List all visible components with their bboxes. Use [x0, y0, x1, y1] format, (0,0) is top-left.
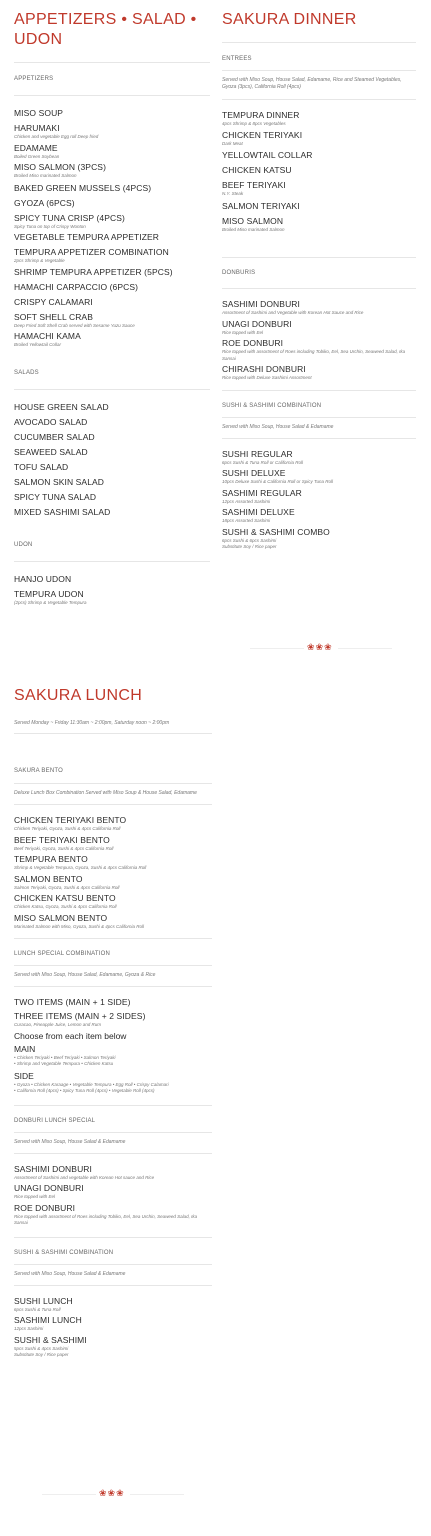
divider: [222, 288, 416, 289]
ornament-divider: [42, 1494, 96, 1495]
section-note: Served with Miso Soup, House Salad & Edamame: [14, 1138, 126, 1145]
item-description: Rice topped with Deluxe Sashimi Assortment: [222, 375, 312, 380]
divider: [14, 783, 212, 784]
divider: [14, 95, 210, 96]
divider: [14, 1237, 212, 1238]
item-name: HANJO UDON: [14, 573, 72, 584]
divider: [14, 1105, 212, 1106]
flower-ornament-icon: ❀❀❀: [99, 1488, 125, 1498]
item-name: THREE ITEMS (MAIN + 2 SIDES): [14, 1011, 146, 1021]
item-name: SEAWEED SALAD: [14, 446, 88, 457]
item-name: UNAGI DONBURI: [14, 1183, 84, 1193]
main-options: • Shrimp and Vegetable Tempura • Chicken Katsu: [14, 1061, 114, 1066]
section-heading: SUSHI & SASHIMI COMBINATION: [222, 402, 322, 409]
item-name: SASHIMI DONBURI: [222, 299, 301, 309]
section-heading: DONBURI LUNCH SPECIAL: [14, 1117, 96, 1124]
item-description: Chicken and vegetable Egg roll Deep fried: [14, 134, 99, 139]
section-heading: SUSHI & SASHIMI COMBINATION: [14, 1249, 114, 1256]
lunch-donburi-list: [14, 1164, 212, 1227]
divider: [14, 1285, 212, 1286]
divider: [14, 1264, 212, 1265]
item-name: CHIRASHI DONBURI: [222, 364, 306, 374]
divider: [14, 561, 210, 562]
item-description: Spicy Tuna on top of Crispy Wonton: [14, 223, 86, 229]
item-name: ROE DONBURI: [14, 1202, 76, 1213]
divider: [222, 438, 416, 439]
item-name: CHICKEN TERIYAKI: [222, 129, 303, 140]
item-name: SASHIMI LUNCH: [14, 1315, 82, 1325]
item-description: 2pcs Shrimp & Vegetable: [14, 258, 65, 263]
item-description: 12pcs Assorted Sashimi: [222, 498, 271, 504]
item-description: 6pcs Sushi & Tuna Roll or California Roll: [222, 459, 303, 465]
item-name: SASHIMI DONBURI: [14, 1163, 93, 1174]
section-heading: SALADS: [14, 369, 39, 376]
item-name: SPICY TUNA CRISP (4PCS): [14, 212, 125, 223]
item-name: HARUMAKI: [14, 123, 60, 133]
item-name: CHICKEN TERIYAKI BENTO: [14, 815, 127, 825]
item-name: TEMPURA UDON: [14, 588, 84, 599]
item-name: MISO SALMON BENTO: [14, 912, 108, 923]
item-description: Marinated Salmon with Miso, Gyoza, Sushi & 4pcs California Roll: [14, 923, 145, 929]
bento-list: [14, 815, 212, 930]
divider: [222, 42, 416, 43]
item-description: 5pcs Sushi & 4pcs Sashimi: [14, 1345, 69, 1351]
item-name: SUSHI DELUXE: [222, 468, 286, 478]
divider: [14, 1153, 212, 1154]
item-description: 6pcs Sushi & 6pcs Sashimi: [222, 537, 277, 543]
item-description: Boiled Green Soybean: [14, 153, 60, 159]
menu-item: [14, 162, 210, 180]
item-name: ROE DONBURI: [222, 338, 284, 348]
side-options: • California Roll (4pcs) • Spicy Tuna Roll (4pcs) • Vegetable Roll (4pcs): [14, 1088, 155, 1093]
divider: [14, 986, 212, 987]
menu-item: [14, 331, 210, 349]
item-description: Rice topped with assortment of Roes including Tobiko, Eel, Sea Urchin, Seaweed Salad, Ika Sansai: [222, 349, 406, 361]
divider: [14, 965, 212, 966]
lunch-hours: Served Monday ~ Friday 11:30am ~ 2:00pm, Saturday noon ~ 2:00pm: [14, 720, 170, 726]
item-description: Curacao, Pineapple Juice, Lemon and Rum: [14, 1022, 102, 1027]
item-description: Rice topped with Eel: [14, 1194, 56, 1199]
flower-ornament-icon: ❀❀❀: [307, 642, 333, 652]
item-name: SUSHI REGULAR: [222, 448, 293, 459]
choose-text: Choose from each item below: [14, 1030, 127, 1041]
main-label: MAIN: [14, 1043, 36, 1054]
item-name: TEMPURA BENTO: [14, 854, 88, 864]
section-note: Served with Miso Soup, House Salad & Edamame: [222, 423, 334, 430]
menu-item: [14, 183, 210, 194]
item-name: TEMPURA APPETIZER COMBINATION: [14, 247, 169, 257]
item-description: Substitute Soy / Rice paper: [222, 544, 277, 549]
divider: [14, 733, 212, 734]
item-description: Substitute Soy / Rice paper: [14, 1352, 69, 1357]
item-description: Shrimp & Vegetable Tempura, Gyoza, Sushi & 4pcs California Roll: [14, 865, 147, 870]
item-name: TEMPURA DINNER: [222, 110, 300, 120]
divider: [14, 804, 212, 805]
item-name: SPICY TUNA SALAD: [14, 491, 97, 502]
item-description: (2pcs) Shrimp & Vegetable Tempura: [14, 599, 87, 605]
item-description: Salmon Teriyaki, Gyoza, Sushi & 4pcs California Roll: [14, 884, 120, 890]
menu-item: [14, 198, 210, 209]
item-name: SALMON SKIN SALAD: [14, 476, 105, 487]
menu-item: [14, 282, 210, 293]
item-description: 18pcs Assorted Sashimi: [222, 518, 271, 523]
menu-item: [14, 123, 210, 141]
item-name: MISO SOUP: [14, 108, 64, 118]
item-description: Assortment of Sashimi and Vegetable with Korean Hot Sauce and Rice: [222, 310, 364, 315]
lunch-sushi-list: [14, 1296, 212, 1359]
section-heading: SAKURA BENTO: [14, 768, 63, 774]
item-name: VEGETABLE TEMPURA APPETIZER: [14, 232, 160, 242]
main-options: • Chicken Teriyaki • Beef Teriyaki • Salmon Teriyaki: [14, 1054, 116, 1060]
dinner-column: [222, 10, 416, 551]
divider: [222, 390, 416, 391]
item-description: Chicken Katsu, Gyoza, Sushi & 4pcs California Roll: [14, 904, 117, 909]
item-name: BEEF TERIYAKI: [222, 180, 286, 190]
section-title: SAKURA DINNER: [222, 11, 357, 28]
item-name: SASHIMI REGULAR: [222, 487, 302, 498]
side-options: • Gyoza • Chicken Karaage • Vegetable Tempura • Egg Roll • Crispy Calamari: [14, 1081, 169, 1087]
divider: [14, 62, 210, 63]
menu-item: [14, 312, 210, 330]
item-name: BAKED GREEN MUSSELS (4PCS): [14, 182, 152, 193]
menu-item: [14, 108, 210, 119]
section-note: Served with Miso Soup, House Salad, Edamame, Gyoza & Rice: [14, 972, 156, 978]
item-description: 4pcs Shrimp & 8pcs Vegetables: [222, 121, 286, 126]
appetizers-column: [14, 10, 210, 606]
item-description: Assortment of Sashimi and vegetable with Korean Hot sauce and Rice: [14, 1174, 155, 1180]
item-description: 6pcs Sushi & Tuna Roll: [14, 1306, 61, 1312]
item-name: SALMON TERIYAKI: [222, 200, 300, 211]
item-name: EDAMAME: [14, 142, 58, 153]
divider: [14, 389, 210, 390]
item-name: HAMACHI CARPACCIO (6PCS): [14, 281, 139, 292]
item-name: CHICKEN KATSU: [222, 165, 292, 175]
item-description: Rice topped with assortment of Roes including Tobiko, Eel, Sea Urchin, Seaweed Salad, Ika Sansai: [14, 1213, 198, 1225]
item-description: Chicken Teriyaki, Gyoza, Sushi & 4pcs California Roll: [14, 826, 121, 831]
divider: [222, 99, 416, 100]
item-name: CHICKEN KATSU BENTO: [14, 893, 116, 903]
item-name: CUCUMBER SALAD: [14, 431, 95, 442]
divider: [14, 938, 212, 939]
appetizer-list: [14, 108, 210, 349]
item-name: MISO SALMON (3PCS): [14, 162, 107, 172]
menu-item: [14, 267, 210, 278]
divider: [222, 70, 416, 71]
item-description: Broiled Miso marinated Salmon: [222, 226, 285, 232]
item-description: Broiled Yellowtail Collar: [14, 342, 61, 347]
lunch-section: [14, 686, 212, 1359]
item-name: MISO SALMON: [222, 215, 284, 226]
item-name: CRISPY CALAMARI: [14, 296, 93, 307]
item-name: SHRIMP TEMPURA APPETIZER (5PCS): [14, 266, 173, 277]
section-title: SAKURA LUNCH: [14, 687, 143, 704]
section-heading: UDON: [14, 541, 33, 548]
ornament-divider: [338, 648, 392, 649]
divider: [14, 1132, 212, 1133]
side-label: SIDE: [14, 1070, 34, 1081]
section-note: Deluxe Lunch Box Combination Served with Miso Soup & House Salad, Edamame: [14, 790, 197, 796]
udon-list: [14, 574, 210, 607]
item-name: SALMON BENTO: [14, 873, 83, 884]
ornament-divider: [250, 648, 304, 649]
item-name: HOUSE GREEN SALAD: [14, 401, 109, 412]
item-name: SUSHI & SASHIMI COMBO: [222, 526, 330, 537]
item-description: N.Y. Steak: [222, 191, 244, 196]
menu-item: [14, 297, 210, 308]
salad-list: [14, 402, 210, 518]
item-name: SUSHI & SASHIMI: [14, 1334, 87, 1345]
item-name: HAMACHI KAMA: [14, 331, 81, 341]
section-heading: APPETIZERS: [14, 76, 54, 82]
sushi-list: [222, 449, 416, 551]
item-description: Dark Meat: [222, 140, 243, 146]
item-name: TOFU SALAD: [14, 461, 69, 472]
item-name: AVOCADO SALAD: [14, 416, 88, 427]
item-description: Rice topped with Eel: [222, 329, 264, 335]
item-name: SASHIMI DELUXE: [222, 507, 295, 517]
menu-item: [14, 232, 210, 243]
item-description: Broiled Miso marinated Salmon: [14, 173, 77, 178]
menu-item: [14, 247, 210, 265]
special-list: [14, 997, 212, 1095]
section-heading: LUNCH SPECIAL COMBINATION: [14, 951, 111, 957]
item-name: SOFT SHELL CRAB: [14, 311, 93, 322]
menu-item: [14, 213, 210, 231]
section-note: Served with Miso Soup, House Salad & Edamame: [14, 1270, 126, 1277]
section-note: Served with Miso Soup, House Salad, Edamame, Rice and Steamed Vegetables, Gyoza (3pcs), California Roll (4pcs): [222, 77, 402, 90]
ornament-divider: [130, 1494, 184, 1495]
item-description: 10pcs Deluxe Sushi & California Roll or Spicy Tuna Roll: [222, 479, 333, 484]
item-name: MIXED SASHIMI SALAD: [14, 506, 111, 517]
page-title: APPETIZERS • SALAD • UDON: [14, 11, 197, 48]
item-name: GYOZA (6PCS): [14, 197, 75, 208]
section-heading: ENTREES: [222, 56, 252, 62]
item-description: 12pcs Sashimi: [14, 1326, 44, 1331]
item-name: UNAGI DONBURI: [222, 318, 292, 329]
divider: [222, 417, 416, 418]
divider: [222, 257, 416, 258]
item-name: TWO ITEMS (MAIN + 1 SIDE): [14, 997, 131, 1007]
section-heading: DONBURIS: [222, 270, 256, 276]
donburi-list: [222, 299, 416, 382]
item-name: BEEF TERIYAKI BENTO: [14, 834, 110, 845]
item-description: Deep Fried Soft Shell Crab served with Sesame Yuzu Sauce: [14, 322, 135, 328]
menu-item: [14, 143, 210, 161]
item-description: Beef Teriyaki, Gyoza, Sushi & 4pcs California Roll: [14, 845, 114, 851]
entree-list: [222, 110, 416, 233]
item-name: SUSHI LUNCH: [14, 1295, 73, 1306]
item-name: YELLOWTAIL COLLAR: [222, 150, 313, 160]
